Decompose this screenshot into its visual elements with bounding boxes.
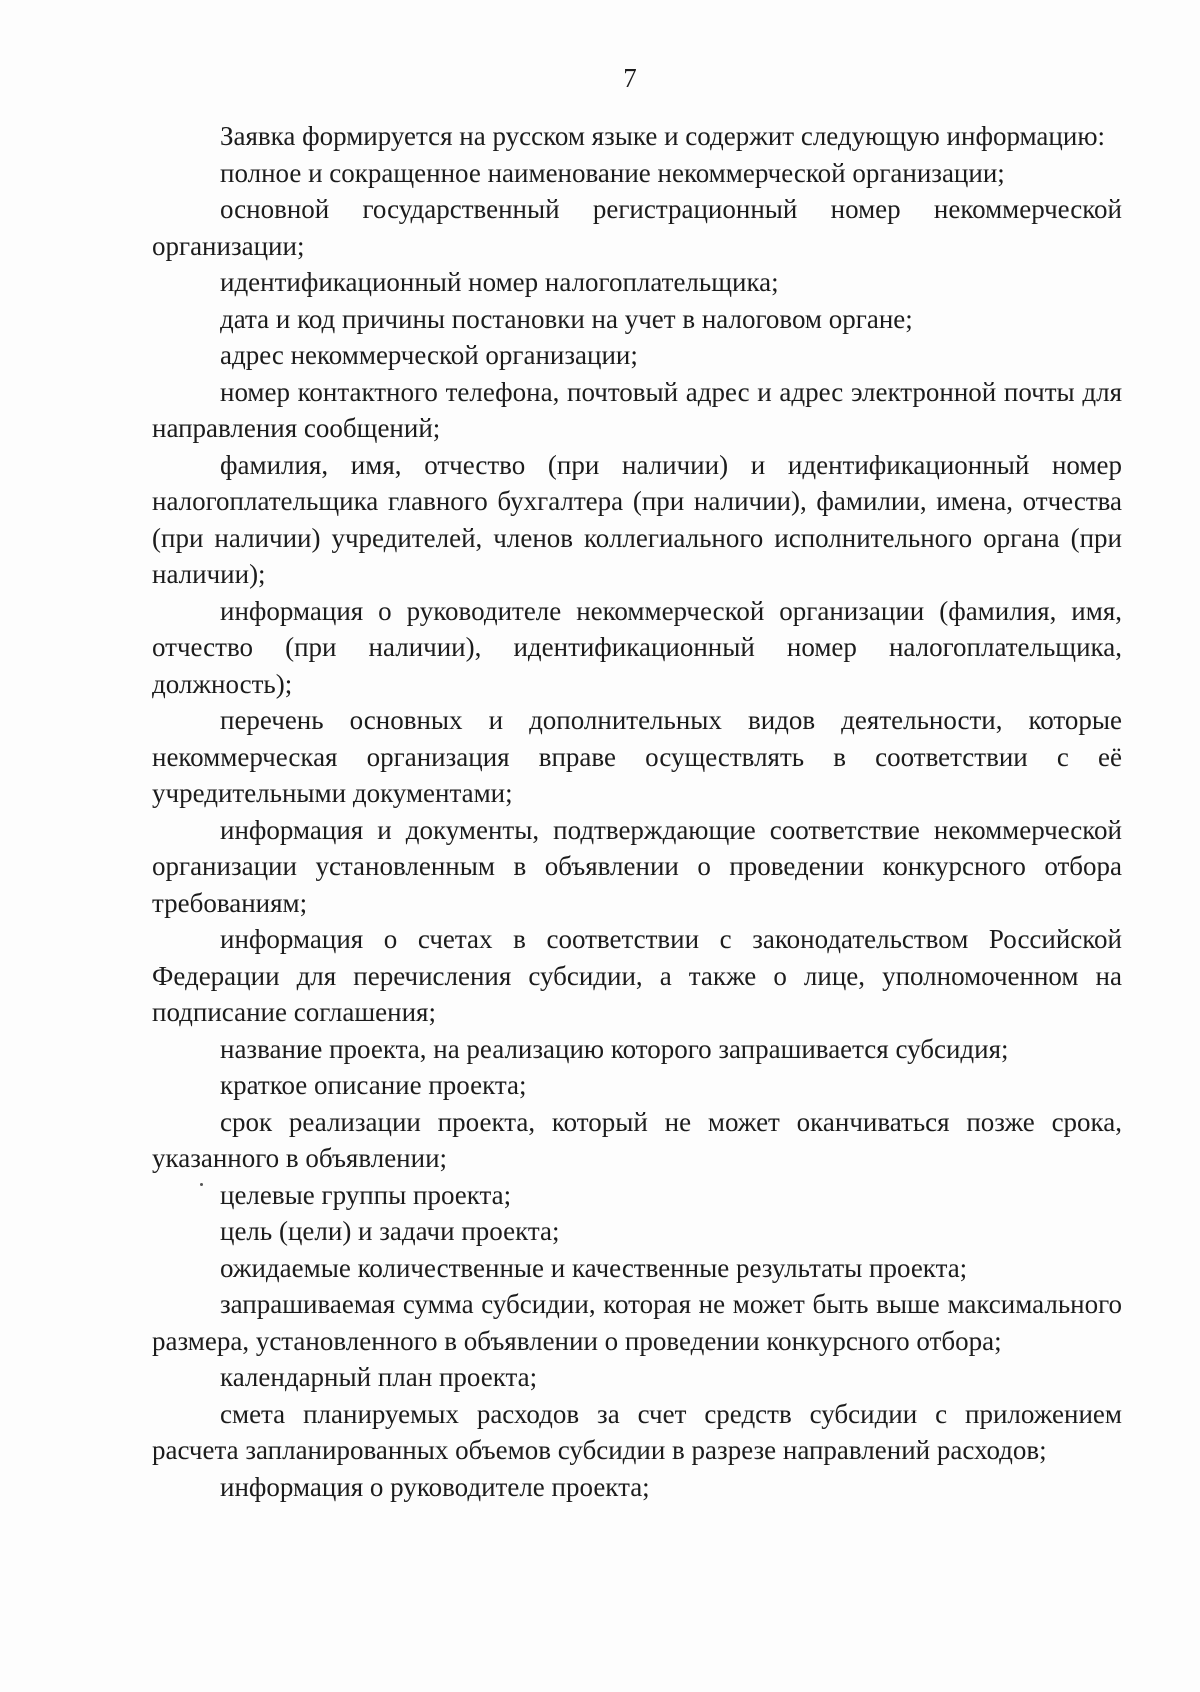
list-item: основной государственный регистрационный номер некоммерческой организации; (152, 194, 1122, 261)
list-item: ожидаемые количественные и качественные результаты проекта; (220, 1252, 968, 1283)
list-item: фамилия, имя, отчество (при наличии) и идентификационный номер налогоплательщика главного бухгалтера (при наличии), фамилии, имена, отчества (при наличии) учредителей, членов коллегиального исполнительного органа (при наличии); (152, 449, 1122, 589)
list-item: информация и документы, подтверждающие соответствие некоммерческой организации установленным в объявлении о проведении конкурсного отбора требованиям; (152, 814, 1122, 918)
paragraph-intro: Заявка формируется на русском языке и содержит следующую информацию: (220, 121, 1105, 151)
list-item: адрес некоммерческой организации; (220, 340, 638, 370)
list-item: запрашиваемая сумма субсидии, которая не может быть выше максимального размера, установленного в объявлении о проведении конкурсного отбора; (152, 1289, 1122, 1356)
scan-speck (200, 1183, 203, 1186)
list-item: номер контактного телефона, почтовый адрес и адрес электронной почты для направления сообщений; (152, 376, 1122, 443)
list-item: информация о счетах в соответствии с законодательством Российской Федерации для перечисления субсидии, а также о лице, уполномоченном на подписание соглашения; (152, 924, 1122, 1027)
page-number: 7 (623, 63, 637, 93)
list-item: название проекта, на реализацию которого запрашивается субсидия; (220, 1033, 1009, 1064)
document-body (152, 118, 1122, 1505)
list-item: календарный план проекта; (220, 1362, 538, 1392)
list-item: цель (цели) и задачи проекта; (220, 1216, 560, 1246)
list-item: полное и сокращенное наименование некоммерческой организации; (220, 157, 1005, 188)
list-item: перечень основных и дополнительных видов деятельности, которые некоммерческая организация вправе осуществлять в соответствии с её учредительными документами; (152, 705, 1122, 808)
list-item: срок реализации проекта, который не может оканчиваться позже срока, указанного в объявлении; (152, 1106, 1122, 1173)
list-item: краткое описание проекта; (220, 1070, 527, 1100)
list-item: информация о руководителе проекта; (220, 1471, 650, 1502)
list-item: информация о руководителе некоммерческой организации (фамилия, имя, отчество (при наличии), идентификационный номер налогоплательщика, должность); (152, 595, 1122, 699)
list-item: идентификационный номер налогоплательщика; (220, 267, 779, 297)
list-item: целевые группы проекта; (220, 1179, 512, 1210)
list-item: дата и код причины постановки на учет в налоговом органе; (220, 303, 913, 334)
list-item: смета планируемых расходов за счет средств субсидии с приложением расчета запланированных объемов субсидии в разрезе направлений расходов; (152, 1398, 1122, 1465)
